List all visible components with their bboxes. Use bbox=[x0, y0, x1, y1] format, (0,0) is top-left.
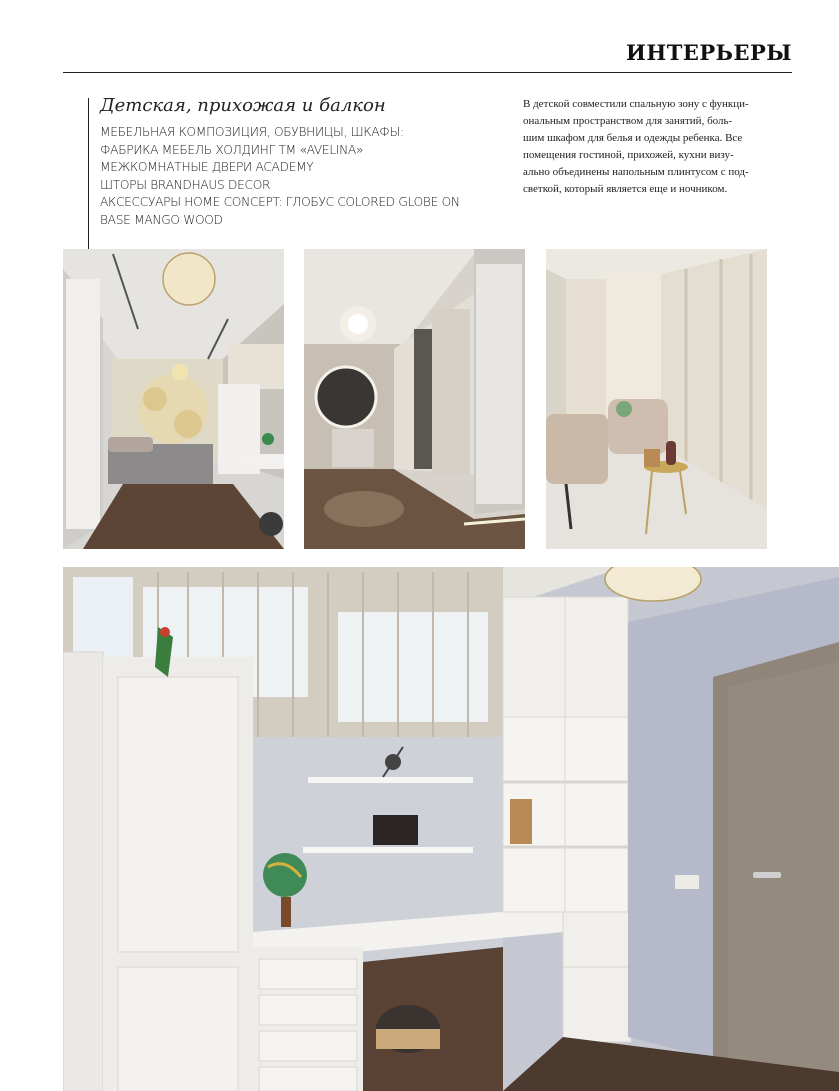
body-text-line: ально объединены напольным плинтусом с под- bbox=[523, 166, 749, 178]
body-text-line: помещения гостиной, прихожей, кухни визу- bbox=[523, 149, 734, 161]
body-text-line: шим шкафом для белья и одежды ребенка. Все bbox=[523, 132, 743, 144]
photo-hallway bbox=[304, 249, 525, 549]
header-rule bbox=[63, 72, 792, 73]
photo-balcony bbox=[546, 249, 767, 549]
body-text-line: светкой, который является еще и ночником. bbox=[523, 183, 728, 195]
credit-line: ШТОРЫ BRANDHAUS DECOR bbox=[100, 177, 271, 192]
body-text-line: ональным пространством для занятий, боль- bbox=[523, 115, 733, 127]
section-title: ИНТЕРЬЕРЫ bbox=[626, 40, 792, 65]
article-subtitle: Детская, прихожая и балкон bbox=[100, 95, 386, 116]
photo-hallway-illustration bbox=[304, 249, 525, 549]
photo-bedroom-illustration bbox=[63, 249, 284, 549]
credit-line: МЕБЕЛЬНАЯ КОМПОЗИЦИЯ, ОБУВНИЦЫ, ШКАФЫ: bbox=[100, 125, 404, 139]
body-text bbox=[523, 96, 793, 198]
credit-line: ФАБРИКА МЕБЕЛЬ ХОЛДИНГ ТМ «AVELINA» bbox=[100, 142, 364, 157]
body-text-line: В детской совместили спальную зону с функци- bbox=[523, 98, 749, 110]
photo-bedroom bbox=[63, 249, 284, 549]
credits-block bbox=[100, 95, 510, 229]
credit-line: АКСЕССУАРЫ HOME CONCEPT: ГЛОБУС COLORED GLOBE ON bbox=[100, 195, 460, 209]
credit-line: BASE MANGO WOOD bbox=[100, 212, 223, 227]
credit-line: МЕЖКОМНАТНЫЕ ДВЕРИ ACADEMY bbox=[100, 160, 314, 174]
photo-balcony-illustration bbox=[546, 249, 767, 549]
photo-kids-room-illustration bbox=[63, 567, 839, 1091]
photo-kids-room bbox=[63, 567, 839, 1091]
